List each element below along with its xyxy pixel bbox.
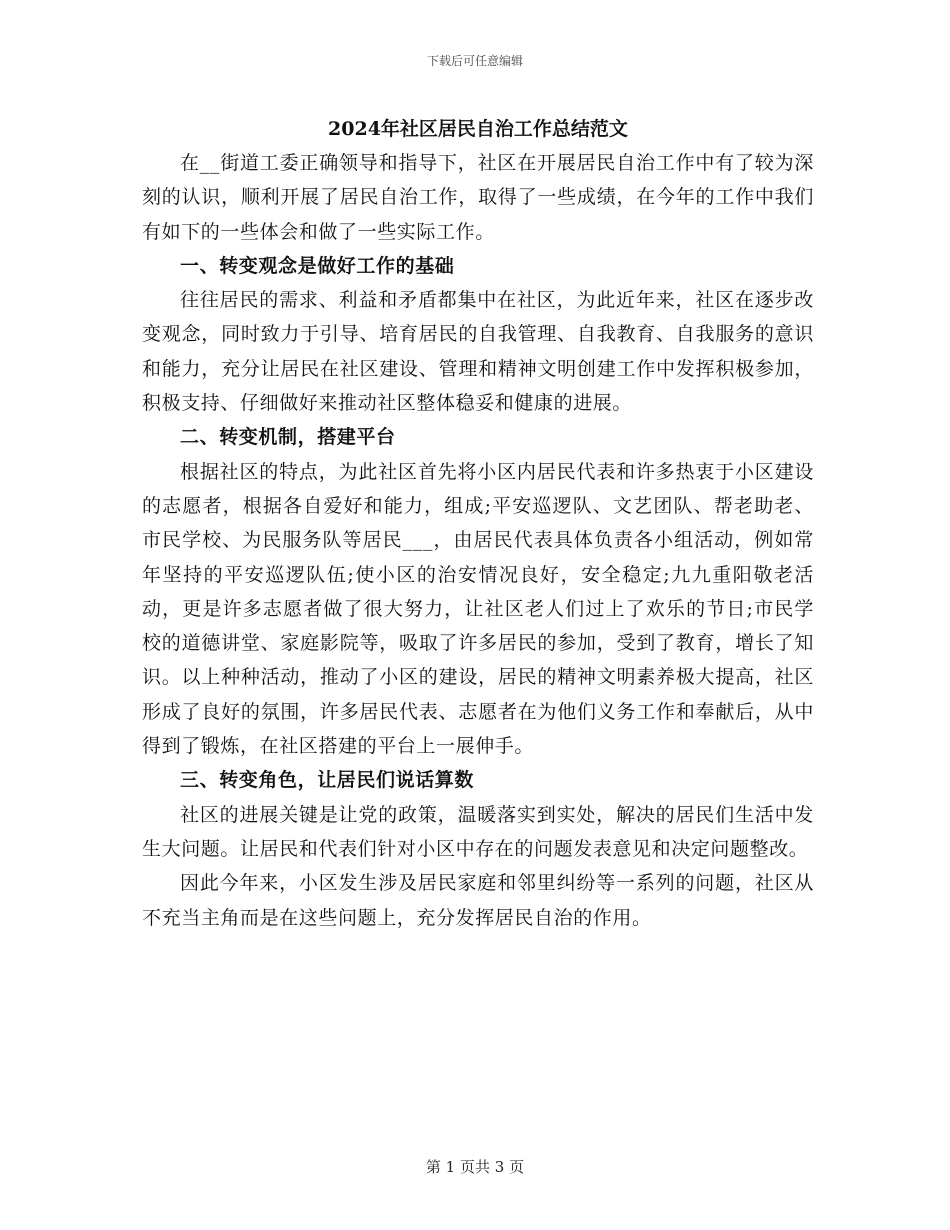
header-note: 下载后可任意编辑 [426, 54, 523, 68]
section-heading-2: 二、转变机制，搭建平台 [180, 426, 396, 449]
section-2-paragraph: 根据社区的特点，为此社区首先将小区内居民代表和许多热衷于小区建设的志愿者，根据各自爱好和能力，组成;平安巡逻队、文艺团队、帮老助老、市民学校、为民服务队等居民___，由居民代表具体负责各小组活动，例如常年坚持的平安巡逻队伍;使小区的治安情况良好，安全稳定;九九重阳敬老活动，更是许多志愿者做了很大努力，让社区老人们过上了欢乐的节日;市民学校的道德讲堂、家庭影院等，吸取了许多居民的参加，受到了教育，增长了知识。以上种种活动，推动了小区的建设，居民的精神文明素养极大提高，社区形成了良好的氛围，许多居民代表、志愿者在为他们义务工作和奉献后，从中得到了锻炼，在社区搭建的平台上一展伸手。 [142, 460, 814, 758]
intro-paragraph: 在__街道工委正确领导和指导下，社区在开展居民自治工作中有了较为深刻的认识，顺利开展了居民自治工作，取得了一些成绩，在今年的工作中我们有如下的一些体会和做了一些实际工作。 [142, 152, 814, 243]
document-title: 2024年社区居民自治工作总结范文 [328, 118, 628, 140]
page-number-footer: 第 1 页共 3 页 [425, 1158, 525, 1176]
section-3-paragraph-1: 社区的进展关键是让党的政策，温暖落实到实处，解决的居民们生活中发生大问题。让居民和代表们针对小区中存在的问题发表意见和决定问题整改。 [142, 803, 814, 860]
section-3-paragraph-2: 因此今年来，小区发生涉及居民家庭和邻里纠纷等一系列的问题，社区从不充当主角而是在这些问题上，充分发挥居民自治的作用。 [142, 872, 814, 929]
document-body [142, 112, 814, 935]
section-heading-3: 三、转变角色，让居民们说话算数 [180, 769, 475, 792]
section-heading-1: 一、转变观念是做好工作的基础 [180, 254, 455, 277]
section-1-paragraph: 往往居民的需求、利益和矛盾都集中在社区，为此近年来，社区在逐步改变观念，同时致力于引导、培育居民的自我管理、自我教育、自我服务的意识和能力，充分让居民在社区建设、管理和精神文明创建工作中发挥积极参加，积极支持、仔细做好来推动社区整体稳妥和健康的进展。 [142, 289, 814, 415]
